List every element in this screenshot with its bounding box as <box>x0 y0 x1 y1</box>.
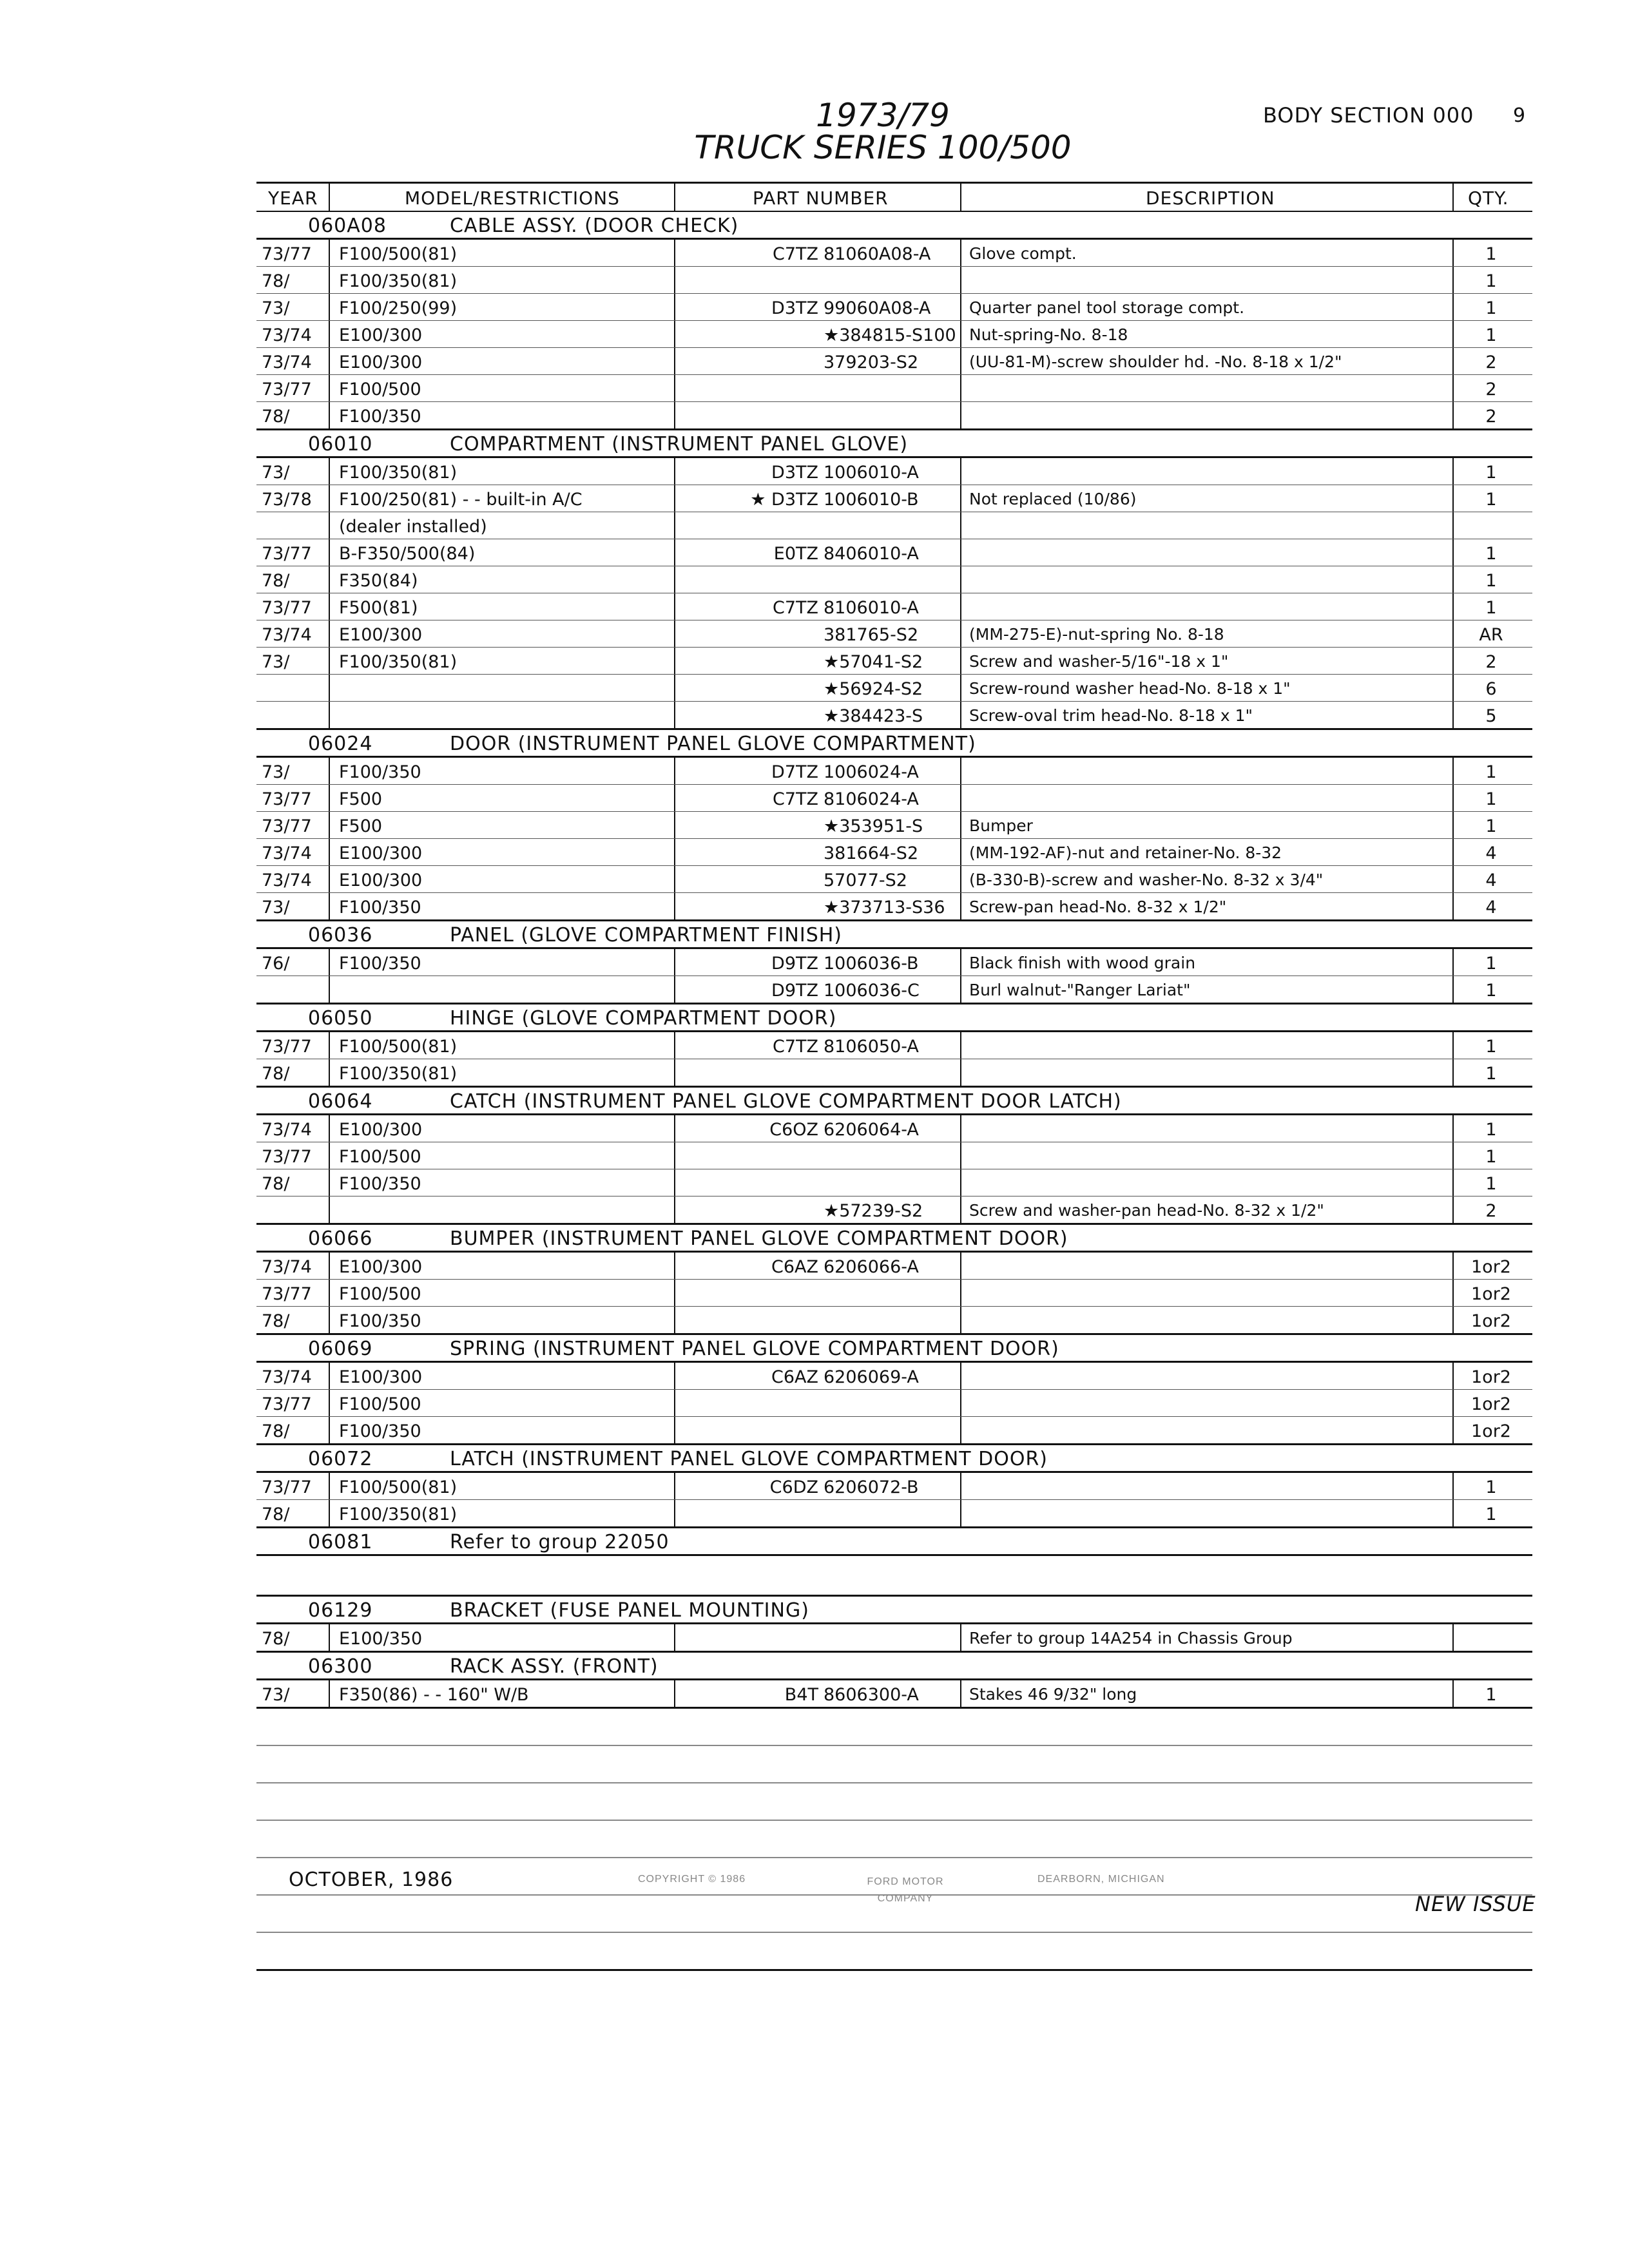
year-cell: 73/74 <box>262 1257 312 1277</box>
part-number-cell: ★57041-S2 <box>824 652 923 672</box>
table-row <box>256 620 1532 648</box>
group-header <box>256 1004 1532 1032</box>
qty-cell: 1 <box>1485 762 1497 782</box>
model-cell: E100/300 <box>339 352 423 372</box>
model-cell: F500 <box>339 816 383 836</box>
group-header <box>256 1653 1532 1680</box>
group-title: SPRING (INSTRUMENT PANEL GLOVE COMPARTMENT DOOR) <box>450 1338 1059 1360</box>
group-code: 06300 <box>308 1655 373 1678</box>
model-cell: B-F350/500(84) <box>339 544 476 564</box>
qty-cell: 1 <box>1485 463 1497 483</box>
group-code: 06066 <box>308 1227 373 1250</box>
group-title: COMPARTMENT (INSTRUMENT PANEL GLOVE) <box>450 433 909 456</box>
table-row <box>256 294 1532 321</box>
table-body <box>256 212 1532 1709</box>
qty-cell: 1or2 <box>1471 1284 1511 1304</box>
table-row <box>256 321 1532 348</box>
qty-cell: 1 <box>1485 1504 1497 1524</box>
table-row <box>256 1417 1532 1445</box>
qty-cell: 1or2 <box>1471 1421 1511 1441</box>
table-row <box>256 593 1532 620</box>
table-row <box>256 1363 1532 1390</box>
table-row <box>256 648 1532 675</box>
group-header <box>256 1088 1532 1115</box>
group-title: DOOR (INSTRUMENT PANEL GLOVE COMPARTMENT) <box>450 733 976 755</box>
description-cell: Not replaced (10/86) <box>969 490 1137 508</box>
model-cell: E100/300 <box>339 1120 423 1140</box>
group-header <box>256 921 1532 949</box>
year-cell: 73/74 <box>262 1367 312 1387</box>
table-row <box>256 949 1532 976</box>
year-cell: 73/77 <box>262 1477 312 1497</box>
model-cell: F100/350 <box>339 407 421 427</box>
table-row <box>256 348 1532 375</box>
part-number-cell: 381765-S2 <box>824 625 919 645</box>
year-cell: 73/74 <box>262 625 312 645</box>
qty-cell: 1 <box>1485 298 1497 318</box>
table-row <box>256 1032 1532 1059</box>
part-prefix-cell: D3TZ <box>771 298 818 318</box>
col-model-header: MODEL/RESTRICTIONS <box>405 187 620 209</box>
description-cell: (UU-81-M)-screw shoulder hd. -No. 8-18 x 1/2" <box>969 352 1342 371</box>
qty-cell: 1 <box>1485 490 1497 510</box>
description-cell: Quarter panel tool storage compt. <box>969 298 1245 317</box>
model-cell: F350(86) - - 160" W/B <box>339 1685 529 1705</box>
table-row <box>256 1169 1532 1196</box>
qty-cell: 1 <box>1485 544 1497 564</box>
group-code: 06064 <box>308 1090 373 1113</box>
qty-cell: 1 <box>1485 571 1497 591</box>
year-cell: 73/77 <box>262 789 312 809</box>
group-code: 06069 <box>308 1338 373 1360</box>
description-cell: Stakes 46 9/32" long <box>969 1685 1137 1704</box>
qty-cell: 4 <box>1485 843 1497 863</box>
model-cell: F100/500(81) <box>339 1477 458 1497</box>
group-title: PANEL (GLOVE COMPARTMENT FINISH) <box>450 924 843 947</box>
year-cell: 76/ <box>262 954 290 974</box>
model-cell: E100/300 <box>339 870 423 890</box>
table-row <box>256 539 1532 566</box>
part-number-cell: 81060A08-A <box>824 244 931 264</box>
qty-cell: 2 <box>1485 652 1497 672</box>
parts-table <box>256 182 1532 1971</box>
model-cell: F100/250(81) - - built-in A/C <box>339 490 583 510</box>
table-row <box>256 893 1532 921</box>
footer-copyright: COPYRIGHT © 1986 <box>638 1874 746 1885</box>
description-cell: Bumper <box>969 816 1033 835</box>
table-row <box>256 1253 1532 1280</box>
table-row <box>256 267 1532 294</box>
group-title: LATCH (INSTRUMENT PANEL GLOVE COMPARTMENT DOOR) <box>450 1448 1048 1470</box>
model-cell: F100/500 <box>339 380 421 399</box>
model-cell: F100/500 <box>339 1284 421 1304</box>
part-number-cell: 381664-S2 <box>824 843 919 863</box>
qty-cell: 1 <box>1485 1037 1497 1057</box>
part-number-cell: 8106024-A <box>824 789 919 809</box>
qty-cell: 2 <box>1485 407 1497 427</box>
col-part-header: PART NUMBER <box>753 187 889 209</box>
year-cell: 73/ <box>262 298 290 318</box>
qty-cell: 1 <box>1485 1064 1497 1084</box>
part-prefix-cell: C7TZ <box>772 1037 818 1057</box>
year-cell: 73/77 <box>262 1147 312 1167</box>
part-number-cell: ★57239-S2 <box>824 1201 923 1221</box>
table-row <box>256 1196 1532 1225</box>
part-prefix-cell: C7TZ <box>772 244 818 264</box>
year-cell: 73/74 <box>262 843 312 863</box>
model-cell: E100/300 <box>339 1257 423 1277</box>
year-cell: 73/74 <box>262 870 312 890</box>
part-number-cell: 1006010-B <box>824 490 919 510</box>
group-header <box>256 430 1532 458</box>
part-prefix-cell: C6OZ <box>769 1120 818 1140</box>
group-title: HINGE (GLOVE COMPARTMENT DOOR) <box>450 1007 837 1030</box>
part-prefix-cell: C6DZ <box>769 1477 818 1497</box>
group-header <box>256 1528 1532 1556</box>
group-title: RACK ASSY. (FRONT) <box>450 1655 659 1678</box>
part-number-cell: 1006036-B <box>824 954 919 974</box>
table-row <box>256 485 1532 512</box>
model-cell: F500(81) <box>339 598 418 618</box>
model-cell: E100/300 <box>339 1367 423 1387</box>
model-cell: F350(84) <box>339 571 418 591</box>
table-row <box>256 402 1532 430</box>
group-code: 06129 <box>308 1599 373 1622</box>
year-cell: 73/ <box>262 898 290 918</box>
group-title: CATCH (INSTRUMENT PANEL GLOVE COMPARTMENT DOOR LATCH) <box>450 1090 1122 1113</box>
year-cell: 73/78 <box>262 490 312 510</box>
group-title: CABLE ASSY. (DOOR CHECK) <box>450 215 739 237</box>
part-number-cell: 1006024-A <box>824 762 919 782</box>
model-cell: E100/300 <box>339 625 423 645</box>
table-row <box>256 566 1532 593</box>
part-number-cell: 6206069-A <box>824 1367 919 1387</box>
description-cell: Black finish with wood grain <box>969 954 1196 972</box>
table-row <box>256 1142 1532 1169</box>
description-cell: Screw-round washer head-No. 8-18 x 1" <box>969 679 1291 698</box>
table-header <box>256 182 1532 212</box>
qty-cell: 6 <box>1485 679 1497 699</box>
part-number-cell: 1006010-A <box>824 463 919 483</box>
model-cell: F500 <box>339 789 383 809</box>
year-cell: 78/ <box>262 1504 290 1524</box>
year-cell: 78/ <box>262 271 290 291</box>
group-code: 06024 <box>308 733 373 755</box>
qty-cell: 1 <box>1485 598 1497 618</box>
table-row <box>256 1059 1532 1088</box>
model-cell: F100/500(81) <box>339 1037 458 1057</box>
qty-cell: 1 <box>1485 271 1497 291</box>
group-code: 06072 <box>308 1448 373 1470</box>
part-number-cell: ★384815-S100 <box>824 325 956 345</box>
model-cell: F100/250(99) <box>339 298 458 318</box>
qty-cell: 1or2 <box>1471 1367 1511 1387</box>
group-code: 06036 <box>308 924 373 947</box>
year-cell: 78/ <box>262 1421 290 1441</box>
model-cell: F100/350 <box>339 954 421 974</box>
group-header <box>256 1445 1532 1473</box>
part-prefix-cell: C7TZ <box>772 789 818 809</box>
year-cell: 73/ <box>262 652 290 672</box>
year-cell: 73/74 <box>262 325 312 345</box>
part-prefix-cell: D7TZ <box>771 762 818 782</box>
qty-cell: 1 <box>1485 1685 1497 1705</box>
group-title: BRACKET (FUSE PANEL MOUNTING) <box>450 1599 809 1622</box>
col-desc-header: DESCRIPTION <box>1146 187 1275 209</box>
table-row <box>256 375 1532 402</box>
footer-company: FORD MOTOR COMPANY <box>867 1876 944 1904</box>
description-cell: Glove compt. <box>969 244 1077 263</box>
group-header <box>256 730 1532 758</box>
model-cell: F100/500 <box>339 1394 421 1414</box>
part-number-cell: 1006036-C <box>824 981 920 1001</box>
model-cell: F100/350 <box>339 762 421 782</box>
footer-issue: NEW ISSUE <box>1415 1892 1536 1916</box>
model-cell: E100/300 <box>339 325 423 345</box>
description-cell: Screw and washer-pan head-No. 8-32 x 1/2" <box>969 1201 1324 1220</box>
table-row <box>256 1390 1532 1417</box>
section-label: BODY SECTION 000 <box>1263 103 1474 128</box>
qty-cell: 1 <box>1485 1477 1497 1497</box>
group-code: 06050 <box>308 1007 373 1030</box>
year-cell: 78/ <box>262 407 290 427</box>
part-number-cell: 8606300-A <box>824 1685 919 1705</box>
table-row <box>256 1680 1532 1709</box>
qty-cell: 1 <box>1485 325 1497 345</box>
footer-location: DEARBORN, MICHIGAN <box>1037 1874 1165 1885</box>
table-row <box>256 702 1532 730</box>
group-header <box>256 1597 1532 1624</box>
group-code: 06081 <box>308 1531 373 1553</box>
year-cell: 78/ <box>262 1064 290 1084</box>
year-cell: 73/77 <box>262 380 312 399</box>
table-row <box>256 512 1532 539</box>
part-number-cell: ★56924-S2 <box>824 679 923 699</box>
qty-cell: 1or2 <box>1471 1311 1511 1331</box>
model-cell: F100/350 <box>339 898 421 918</box>
page-series-title: TRUCK SERIES 100/500 <box>694 129 1072 166</box>
table-row <box>256 839 1532 866</box>
qty-cell: AR <box>1479 625 1503 645</box>
description-cell: Refer to group 14A254 in Chassis Group <box>969 1629 1293 1648</box>
qty-cell: 2 <box>1485 1201 1497 1221</box>
description-cell: (MM-275-E)-nut-spring No. 8-18 <box>969 625 1224 644</box>
part-prefix-cell: D9TZ <box>771 954 818 974</box>
model-cell: (dealer installed) <box>339 517 487 537</box>
year-cell: 73/74 <box>262 352 312 372</box>
model-cell: F100/350(81) <box>339 463 458 483</box>
model-cell: F100/350(81) <box>339 271 458 291</box>
qty-cell: 1 <box>1485 244 1497 264</box>
model-cell: E100/350 <box>339 1629 423 1649</box>
part-prefix-cell: D9TZ <box>771 981 818 1001</box>
description-cell: Burl walnut-"Ranger Lariat" <box>969 981 1191 999</box>
table-row <box>256 758 1532 785</box>
description-cell: (MM-192-AF)-nut and retainer-No. 8-32 <box>969 843 1282 862</box>
year-cell: 73/77 <box>262 1037 312 1057</box>
description-cell: Nut-spring-No. 8-18 <box>969 325 1128 344</box>
model-cell: E100/300 <box>339 843 423 863</box>
part-number-cell: ★384423-S <box>824 706 923 726</box>
table-row <box>256 785 1532 812</box>
description-cell: Screw-pan head-No. 8-32 x 1/2" <box>969 898 1227 916</box>
part-prefix-cell: C6AZ <box>771 1367 818 1387</box>
year-cell: 78/ <box>262 571 290 591</box>
part-prefix-cell: C6AZ <box>771 1257 818 1277</box>
part-prefix-cell: B4T <box>784 1685 818 1705</box>
col-year-header: YEAR <box>268 187 318 209</box>
table-row <box>256 1115 1532 1142</box>
year-cell: 78/ <box>262 1174 290 1194</box>
group-title: Refer to group 22050 <box>450 1531 670 1553</box>
table-row <box>256 976 1532 1004</box>
group-header <box>256 212 1532 240</box>
table-row <box>256 812 1532 839</box>
part-number-cell: ★373713-S36 <box>824 898 945 918</box>
description-cell: Screw and washer-5/16"-18 x 1" <box>969 652 1229 671</box>
part-number-cell: 8406010-A <box>824 544 919 564</box>
model-cell: F100/350 <box>339 1174 421 1194</box>
part-prefix-cell: C7TZ <box>772 598 818 618</box>
year-cell: 73/74 <box>262 1120 312 1140</box>
qty-cell: 1or2 <box>1471 1257 1511 1277</box>
qty-cell: 5 <box>1485 706 1497 726</box>
part-number-cell: 379203-S2 <box>824 352 919 372</box>
part-number-cell: 57077-S2 <box>824 870 907 890</box>
part-prefix-cell: E0TZ <box>773 544 818 564</box>
model-cell: F100/350(81) <box>339 1064 458 1084</box>
qty-cell: 2 <box>1485 380 1497 399</box>
year-cell: 73/ <box>262 1685 290 1705</box>
year-cell: 73/77 <box>262 598 312 618</box>
model-cell: F100/350 <box>339 1311 421 1331</box>
model-cell: F100/350 <box>339 1421 421 1441</box>
year-cell: 73/77 <box>262 244 312 264</box>
part-number-cell: 8106050-A <box>824 1037 919 1057</box>
part-number-cell: 6206072-B <box>824 1477 919 1497</box>
qty-cell: 1 <box>1485 816 1497 836</box>
qty-cell: 1 <box>1485 981 1497 1001</box>
year-cell: 73/ <box>262 762 290 782</box>
part-number-cell: 8106010-A <box>824 598 919 618</box>
table-row <box>256 866 1532 893</box>
qty-cell: 1or2 <box>1471 1394 1511 1414</box>
qty-cell: 1 <box>1485 1174 1497 1194</box>
qty-cell: 1 <box>1485 954 1497 974</box>
year-cell: 78/ <box>262 1629 290 1649</box>
group-title: BUMPER (INSTRUMENT PANEL GLOVE COMPARTMENT DOOR) <box>450 1227 1068 1250</box>
year-cell: 73/77 <box>262 1394 312 1414</box>
year-cell: 78/ <box>262 1311 290 1331</box>
table-row <box>256 1307 1532 1335</box>
table-row <box>256 1473 1532 1500</box>
description-cell: Screw-oval trim head-No. 8-18 x 1" <box>969 706 1253 725</box>
part-number-cell: 99060A08-A <box>824 298 931 318</box>
page-year-range: 1973/79 <box>816 97 950 134</box>
year-cell: 73/77 <box>262 816 312 836</box>
description-cell: (B-330-B)-screw and washer-No. 8-32 x 3/4" <box>969 870 1324 889</box>
qty-cell: 1 <box>1485 1147 1497 1167</box>
part-number-cell: ★353951-S <box>824 816 923 836</box>
qty-cell: 4 <box>1485 898 1497 918</box>
table-row <box>256 1280 1532 1307</box>
table-row <box>256 1624 1532 1653</box>
table-row <box>256 240 1532 267</box>
table-row <box>256 1500 1532 1528</box>
part-number-cell: 6206064-A <box>824 1120 919 1140</box>
part-number-cell: 6206066-A <box>824 1257 919 1277</box>
year-cell: 73/77 <box>262 1284 312 1304</box>
year-cell: 73/77 <box>262 544 312 564</box>
model-cell: F100/500 <box>339 1147 421 1167</box>
table-row <box>256 458 1532 485</box>
group-code: 060A08 <box>308 215 387 237</box>
col-qty-header: QTY. <box>1468 187 1509 209</box>
part-prefix-cell: D3TZ <box>771 463 818 483</box>
part-prefix-cell: ★ D3TZ <box>750 490 818 510</box>
group-code: 06010 <box>308 433 373 456</box>
qty-cell: 4 <box>1485 870 1497 890</box>
group-header <box>256 1335 1532 1363</box>
page-number: 9 <box>1513 104 1526 127</box>
year-cell: 73/ <box>262 463 290 483</box>
qty-cell: 1 <box>1485 789 1497 809</box>
model-cell: F100/350(81) <box>339 652 458 672</box>
table-row <box>256 675 1532 702</box>
model-cell: F100/350(81) <box>339 1504 458 1524</box>
model-cell: F100/500(81) <box>339 244 458 264</box>
footer-date: OCTOBER, 1986 <box>289 1869 454 1891</box>
group-header <box>256 1225 1532 1253</box>
qty-cell: 1 <box>1485 1120 1497 1140</box>
qty-cell: 2 <box>1485 352 1497 372</box>
